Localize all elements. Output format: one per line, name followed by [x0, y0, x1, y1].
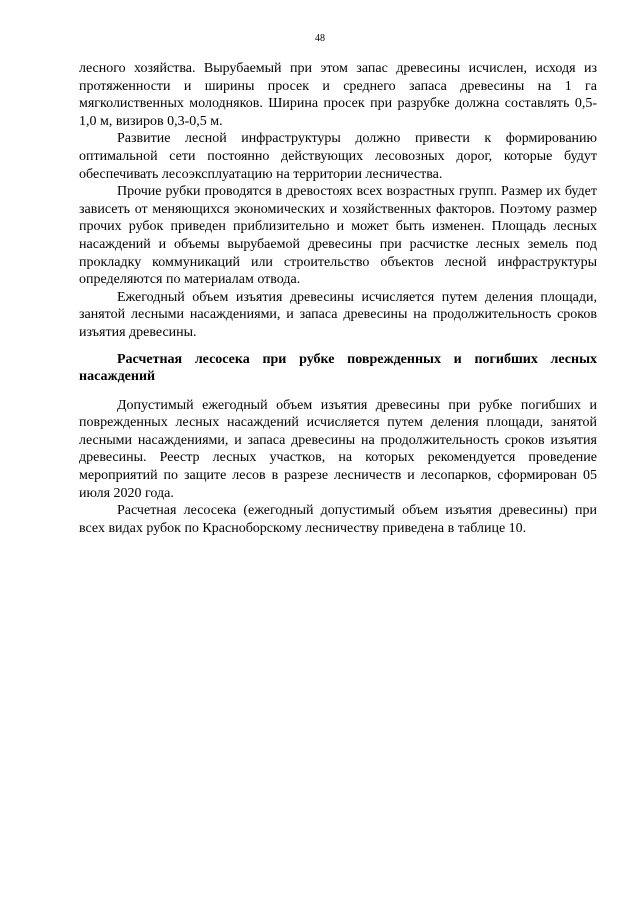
- paragraph: Прочие рубки проводятся в древостоях всех возрастных групп. Размер их будет зависеть от меняющихся экономических и хозяйственных факторов. Поэтому размер прочих рубок приведен приблизительно и может быть изменен. Площадь лесных насаждений и объемы вырубаемой древесины при расчистке лесных земель под прокладку коммуникаций или строительство объектов лесной инфраструктуры определяются по материалам отвода.: [79, 184, 597, 288]
- section-heading: Расчетная лесосека при рубке поврежденных и погибших лесных насаждений: [79, 351, 597, 385]
- paragraph: лесного хозяйства. Вырубаемый при этом запас древесины исчислен, исходя из протяженности и ширины просек и среднего запаса древесины на 1 га мягколиственных молодняков. Ширина просек при разрубке должна составлять 0,5-1,0 м, визиров 0,3-0,5 м.: [79, 61, 597, 129]
- paragraph: Ежегодный объем изъятия древесины исчисляется путем деления площади, занятой лесными насаждениями, и запаса древесины на продолжительность сроков изъятия древесины.: [79, 289, 597, 340]
- document-body: [79, 60, 597, 537]
- paragraph: Допустимый ежегодный объем изъятия древесины при рубке погибших и поврежденных лесных насаждений исчисляется путем деления площади, занятой лесными насаждениями, и запаса древесины на продолжительность сроков изъятия древесины. Реестр лесных участков, на которых рекомендуется проведение мероприятий по защите лесов в разрезе лесничеств и лесопарков, сформирован 05 июля 2020 года.: [79, 397, 597, 501]
- page-number: 48: [315, 33, 325, 44]
- paragraph: Расчетная лесосека (ежегодный допустимый объем изъятия древесины) при всех видах рубок по Красноборскому лесничеству приведена в таблице 10.: [79, 503, 597, 536]
- paragraph: Развитие лесной инфраструктуры должно привести к формированию оптимальной сети постоянно действующих лесовозных дорог, которые будут обеспечивать лесоэксплуатацию на территории лесничества.: [79, 131, 597, 182]
